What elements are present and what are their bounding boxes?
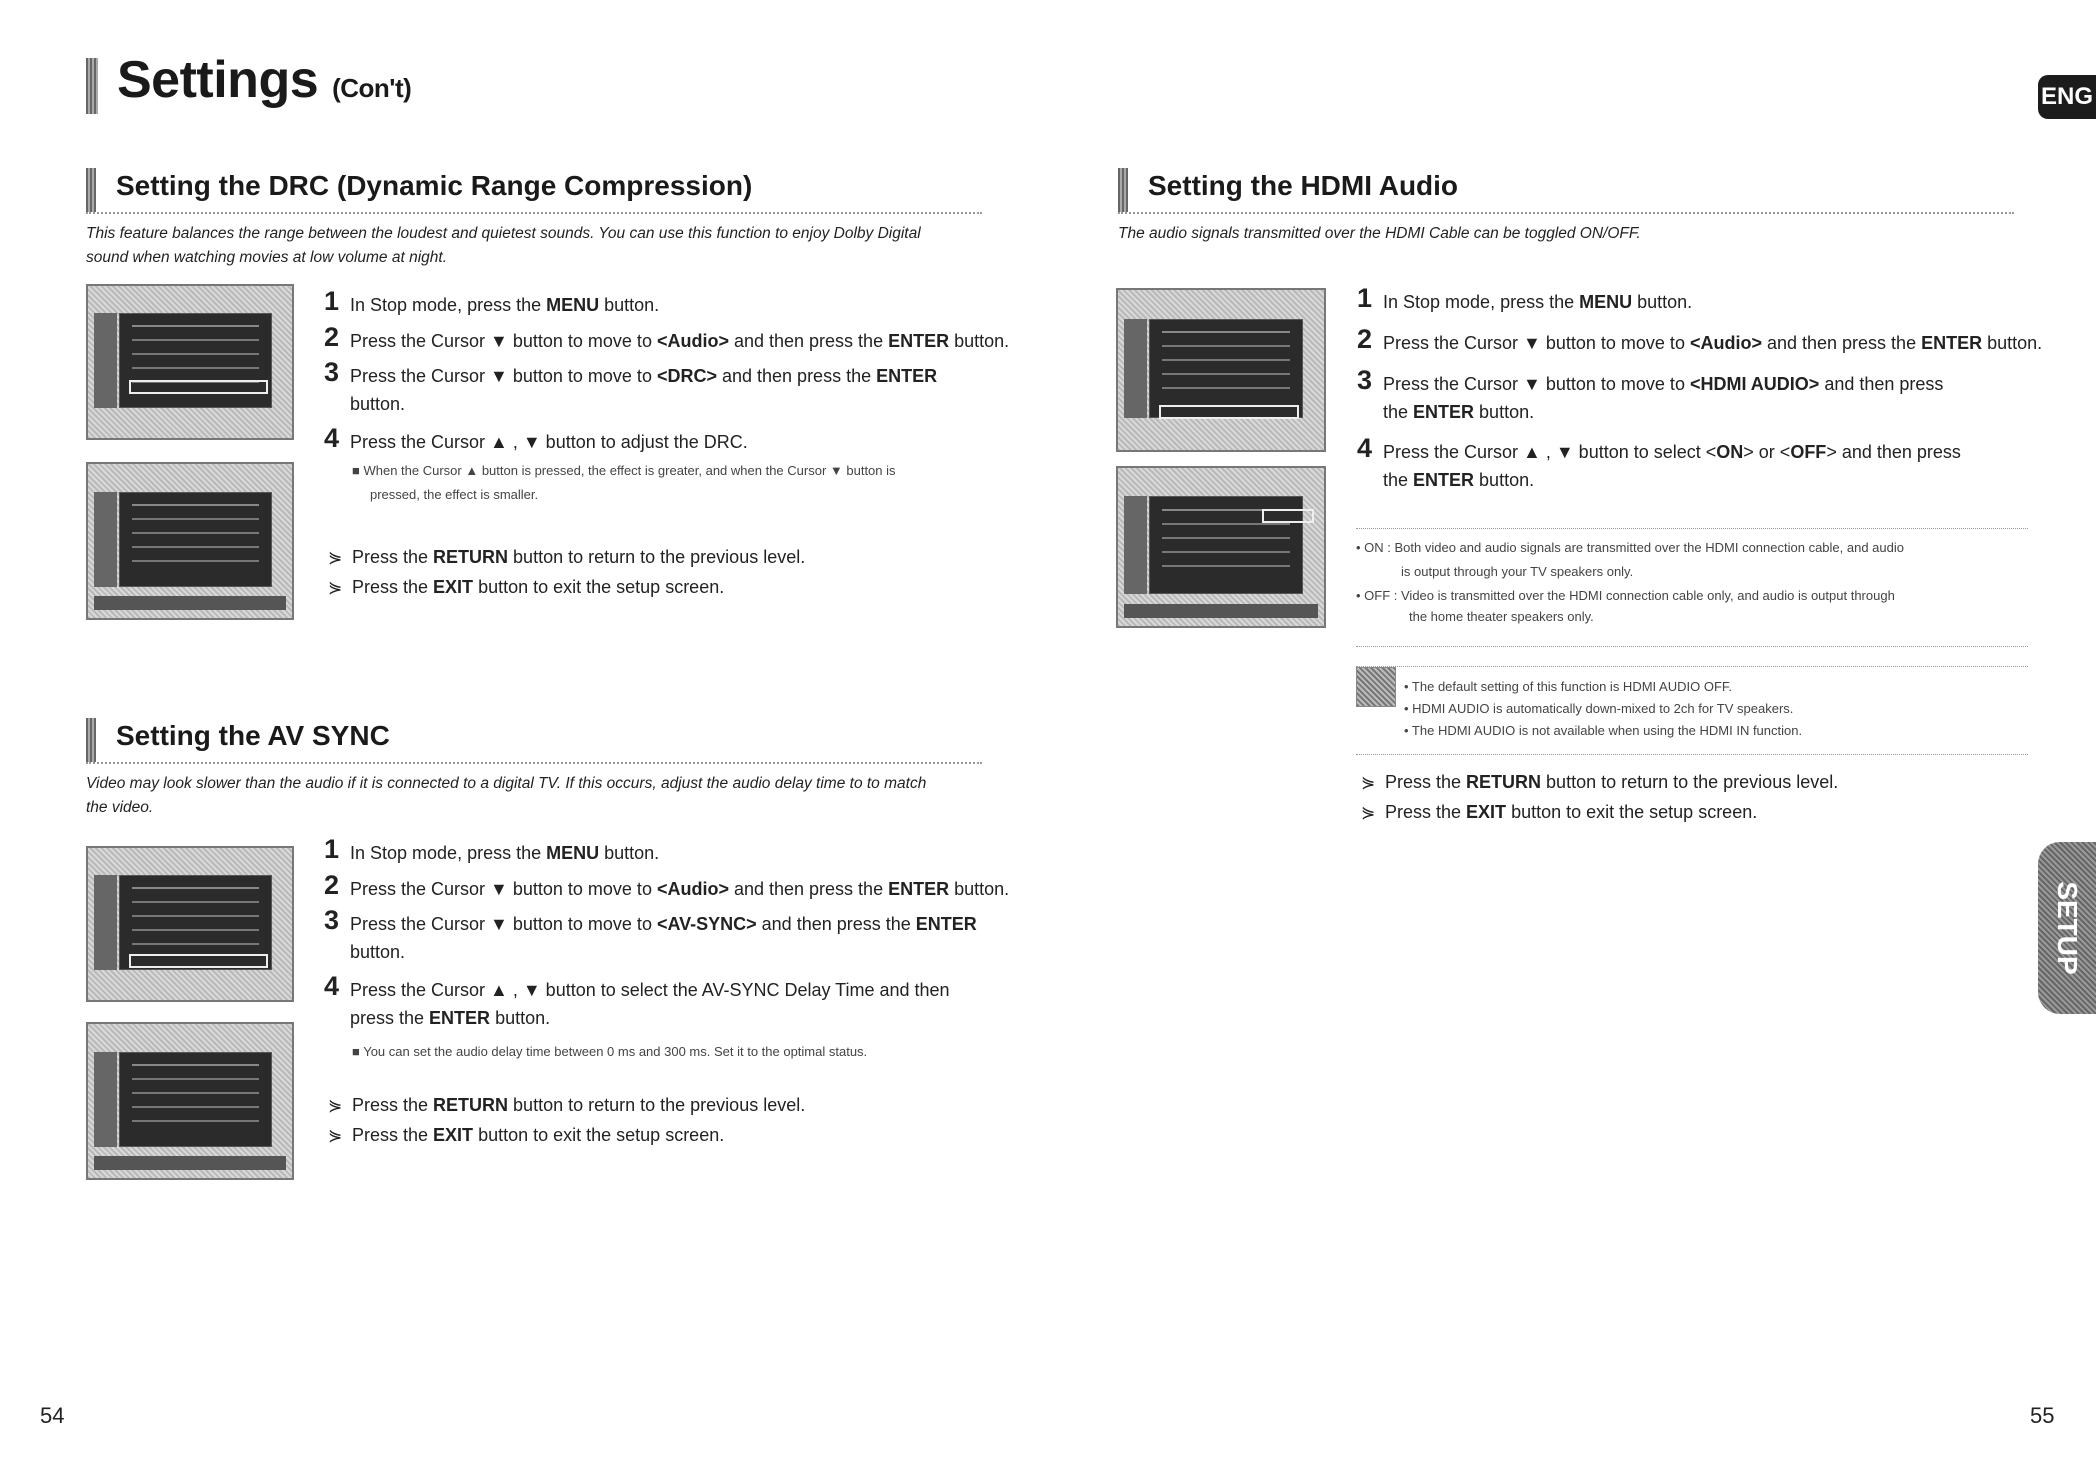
arrow-icon: ⋟ <box>1361 803 1376 822</box>
step-key: ENTER <box>1413 470 1475 490</box>
menu-footer <box>94 596 286 610</box>
tip-text: Press the <box>352 1125 434 1145</box>
tip-text: button to return to the previous level. <box>508 1095 806 1115</box>
menu-side-icons <box>1124 496 1147 594</box>
step-key: <DRC> <box>656 366 717 386</box>
hdmi-intro: The audio signals transmitted over the HDMI Cable can be toggled ON/OFF. <box>1118 225 1641 242</box>
step-text: and then press <box>1819 374 1944 394</box>
step-number: 1 <box>324 286 340 316</box>
avsync-delay-screenshot <box>86 1022 294 1180</box>
step-number: 1 <box>324 834 340 864</box>
arrow-icon: ⋟ <box>328 1096 343 1115</box>
step-number: 4 <box>324 971 340 1001</box>
hdmi-off-line-1: • OFF : Video is transmitted over the HDMI connection cable only, and audio is output through <box>1356 588 1895 603</box>
step-text: Press the Cursor ▲ , ▼ button to adjust the DRC. <box>350 432 748 452</box>
hdmi-info-line-3: • The HDMI AUDIO is not available when using the HDMI IN function. <box>1404 723 1803 738</box>
hdmi-options <box>1356 536 2036 626</box>
drc-title-bar <box>86 168 96 212</box>
step-number: 3 <box>1357 365 1373 395</box>
hdmi-divider <box>1118 212 2014 214</box>
tip-text: button to return to the previous level. <box>508 547 806 567</box>
step-number: 4 <box>1357 433 1373 463</box>
menu-highlight <box>129 954 268 968</box>
drc-return-tip <box>328 547 805 568</box>
step-text: button. <box>1474 402 1535 422</box>
tip-key: EXIT <box>1466 802 1507 822</box>
avsync-divider <box>86 762 982 764</box>
hdmi-options-top-rule <box>1356 528 2028 529</box>
menu-side-icons <box>1124 319 1147 418</box>
drc-note-line-1: ■ When the Cursor ▲ button is pressed, the effect is greater, and when the Cursor ▼ button is <box>352 463 896 478</box>
step-key: OFF <box>1790 442 1827 462</box>
step-number: 2 <box>324 870 340 900</box>
hdmi-step-3 <box>1357 365 1944 426</box>
hdmi-audio-menu-screenshot <box>1116 288 1326 452</box>
step-text: button. <box>490 1008 551 1028</box>
drc-step-2 <box>324 322 1010 355</box>
step-text: > or < <box>1743 442 1791 462</box>
hdmi-on-line-1: • ON : Both video and audio signals are transmitted over the HDMI connection cable, and audio <box>1356 540 1904 555</box>
step-text: button. <box>350 942 406 962</box>
menu-footer <box>94 1156 286 1170</box>
step-key: ENTER <box>888 331 950 351</box>
hdmi-info-line-2: • HDMI AUDIO is automatically down-mixed to 2ch for TV speakers. <box>1404 701 1794 716</box>
step-text: Press the Cursor ▼ button to move to <box>1383 333 1690 353</box>
drc-audio-menu-screenshot <box>86 284 294 440</box>
avsync-step-3 <box>324 905 977 966</box>
avsync-exit-tip <box>328 1125 724 1146</box>
menu-panel <box>119 1052 272 1147</box>
menu-highlight <box>129 380 268 394</box>
step-text: and then press the <box>728 331 889 351</box>
hdmi-info-bottom-rule <box>1356 754 2028 755</box>
drc-intro-line-2: sound when watching movies at low volume at night. <box>86 249 448 266</box>
step-text: Press the Cursor ▼ button to move to <box>350 879 657 899</box>
step-key: ENTER <box>1413 402 1475 422</box>
avsync-title: Setting the AV SYNC <box>116 720 390 751</box>
step-key: MENU <box>546 843 600 863</box>
avsync-step-2 <box>324 870 1010 903</box>
step-text: press the <box>350 1008 430 1028</box>
note-icon <box>1356 667 1396 707</box>
page-title <box>117 50 411 110</box>
hdmi-step-1 <box>1357 283 1693 316</box>
tip-text: button to exit the setup screen. <box>1506 802 1758 822</box>
tip-text: button to return to the previous level. <box>1541 772 1839 792</box>
step-text: the <box>1383 402 1414 422</box>
setup-tab <box>2038 842 2096 1014</box>
drc-divider <box>86 212 982 214</box>
hdmi-exit-tip <box>1361 802 1757 823</box>
step-text: In Stop mode, press the <box>1383 292 1580 312</box>
tip-key: EXIT <box>433 577 474 597</box>
step-text: and then press the <box>1761 333 1922 353</box>
tip-text: Press the <box>352 577 434 597</box>
hdmi-info-top-rule <box>1356 666 2028 667</box>
hdmi-onoff-screenshot <box>1116 466 1326 628</box>
step-text: button. <box>599 295 660 315</box>
step-number: 4 <box>324 423 340 453</box>
step-key: <Audio> <box>656 331 729 351</box>
hdmi-step-2 <box>1357 324 2043 357</box>
arrow-icon: ⋟ <box>328 1126 343 1145</box>
hdmi-title-bar <box>1118 168 1128 212</box>
step-key: <HDMI AUDIO> <box>1689 374 1820 394</box>
tip-text: button to exit the setup screen. <box>473 1125 725 1145</box>
avsync-intro <box>86 772 996 820</box>
step-key: MENU <box>546 295 600 315</box>
drc-step-3 <box>324 357 938 418</box>
step-text: button. <box>949 879 1010 899</box>
drc-exit-tip <box>328 577 724 598</box>
step-key: ON <box>1716 442 1744 462</box>
menu-highlight <box>1262 509 1314 523</box>
hdmi-on-line-2: is output through your TV speakers only. <box>1401 564 1634 579</box>
title-bar-decoration <box>86 58 98 114</box>
step-number: 2 <box>1357 324 1373 354</box>
avsync-step-4 <box>324 971 950 1032</box>
tip-text: Press the <box>1385 802 1467 822</box>
tip-key: RETURN <box>433 1095 509 1115</box>
step-text: In Stop mode, press the <box>350 843 547 863</box>
arrow-icon: ⋟ <box>328 578 343 597</box>
step-number: 1 <box>1357 283 1373 313</box>
drc-title: Setting the DRC (Dynamic Range Compression) <box>116 170 753 201</box>
step-text: > and then press <box>1826 442 1961 462</box>
tip-text: Press the <box>352 1095 434 1115</box>
avsync-intro-line-2: the video. <box>86 799 154 816</box>
step-text: Press the Cursor ▼ button to move to <box>350 366 657 386</box>
step-text: button. <box>949 331 1010 351</box>
menu-highlight <box>1159 405 1299 419</box>
menu-footer <box>1124 604 1318 618</box>
step-text: and then press the <box>756 914 916 934</box>
step-key: ENTER <box>915 914 977 934</box>
step-text: Press the Cursor ▲ , ▼ button to select the AV-SYNC Delay Time and then <box>350 980 950 1000</box>
page-title-text: Settings <box>117 51 319 109</box>
drc-note-line-2: pressed, the effect is smaller. <box>370 487 539 502</box>
hdmi-off-line-2: the home theater speakers only. <box>1409 609 1594 624</box>
step-text: button. <box>350 394 406 414</box>
step-number: 2 <box>324 322 340 352</box>
drc-intro <box>86 222 986 270</box>
tip-text: Press the <box>1385 772 1467 792</box>
step-key: ENTER <box>1921 333 1983 353</box>
menu-side-icons <box>94 1052 116 1147</box>
step-text: In Stop mode, press the <box>350 295 547 315</box>
step-text: button. <box>599 843 660 863</box>
arrow-icon: ⋟ <box>328 548 343 567</box>
page-title-sub: (Con't) <box>332 73 412 103</box>
step-key: <Audio> <box>1689 333 1762 353</box>
step-key: ENTER <box>429 1008 491 1028</box>
page-number-right: 55 <box>2030 1403 2055 1428</box>
drc-note <box>352 459 992 507</box>
tip-text: Press the <box>352 547 434 567</box>
step-text: button. <box>1632 292 1693 312</box>
tip-key: EXIT <box>433 1125 474 1145</box>
step-text: and then press the <box>728 879 889 899</box>
arrow-icon: ⋟ <box>1361 773 1376 792</box>
step-text: Press the Cursor ▼ button to move to <box>350 914 657 934</box>
step-text: the <box>1383 470 1414 490</box>
eng-tab: ENG <box>2038 75 2096 119</box>
drc-step-4 <box>324 423 748 456</box>
page-number-left: 54 <box>40 1403 65 1428</box>
hdmi-return-tip <box>1361 772 1838 793</box>
setup-tab-label: SETUP <box>2052 881 2083 975</box>
step-text: button. <box>1982 333 2043 353</box>
tip-key: RETURN <box>433 547 509 567</box>
hdmi-step-4 <box>1357 433 1961 494</box>
step-text: Press the Cursor ▲ , ▼ button to select < <box>1383 442 1717 462</box>
step-key: <Audio> <box>656 879 729 899</box>
menu-side-icons <box>94 875 116 969</box>
step-number: 3 <box>324 357 340 387</box>
hdmi-info <box>1404 676 2024 742</box>
drc-intro-line-1: This feature balances the range between the loudest and quietest sounds. You can use this function to enjoy Dolby Digital <box>86 225 921 242</box>
step-key: ENTER <box>876 366 938 386</box>
step-key: ENTER <box>888 879 950 899</box>
menu-panel <box>1149 319 1304 418</box>
hdmi-title: Setting the HDMI Audio <box>1148 170 1459 201</box>
avsync-audio-menu-screenshot <box>86 846 294 1002</box>
step-key: MENU <box>1579 292 1633 312</box>
avsync-return-tip <box>328 1095 805 1116</box>
step-number: 3 <box>324 905 340 935</box>
tip-text: button to exit the setup screen. <box>473 577 725 597</box>
menu-side-icons <box>94 313 116 407</box>
step-text: button. <box>1474 470 1535 490</box>
menu-side-icons <box>94 492 116 587</box>
hdmi-info-line-1: • The default setting of this function is HDMI AUDIO OFF. <box>1404 679 1732 694</box>
step-text: Press the Cursor ▼ button to move to <box>350 331 657 351</box>
drc-adjust-screenshot <box>86 462 294 620</box>
tip-key: RETURN <box>1466 772 1542 792</box>
step-key: <AV-SYNC> <box>656 914 757 934</box>
step-text: Press the Cursor ▼ button to move to <box>1383 374 1690 394</box>
avsync-note: ■ You can set the audio delay time between 0 ms and 300 ms. Set it to the optimal status. <box>352 1044 868 1059</box>
hdmi-options-bottom-rule <box>1356 646 2028 647</box>
avsync-intro-line-1: Video may look slower than the audio if it is connected to a digital TV. If this occurs, adjust the audio delay time to to match <box>86 775 927 792</box>
step-text: and then press the <box>716 366 877 386</box>
avsync-title-bar <box>86 718 96 762</box>
avsync-step-1 <box>324 834 660 867</box>
drc-step-1 <box>324 286 660 319</box>
menu-panel <box>119 492 272 587</box>
